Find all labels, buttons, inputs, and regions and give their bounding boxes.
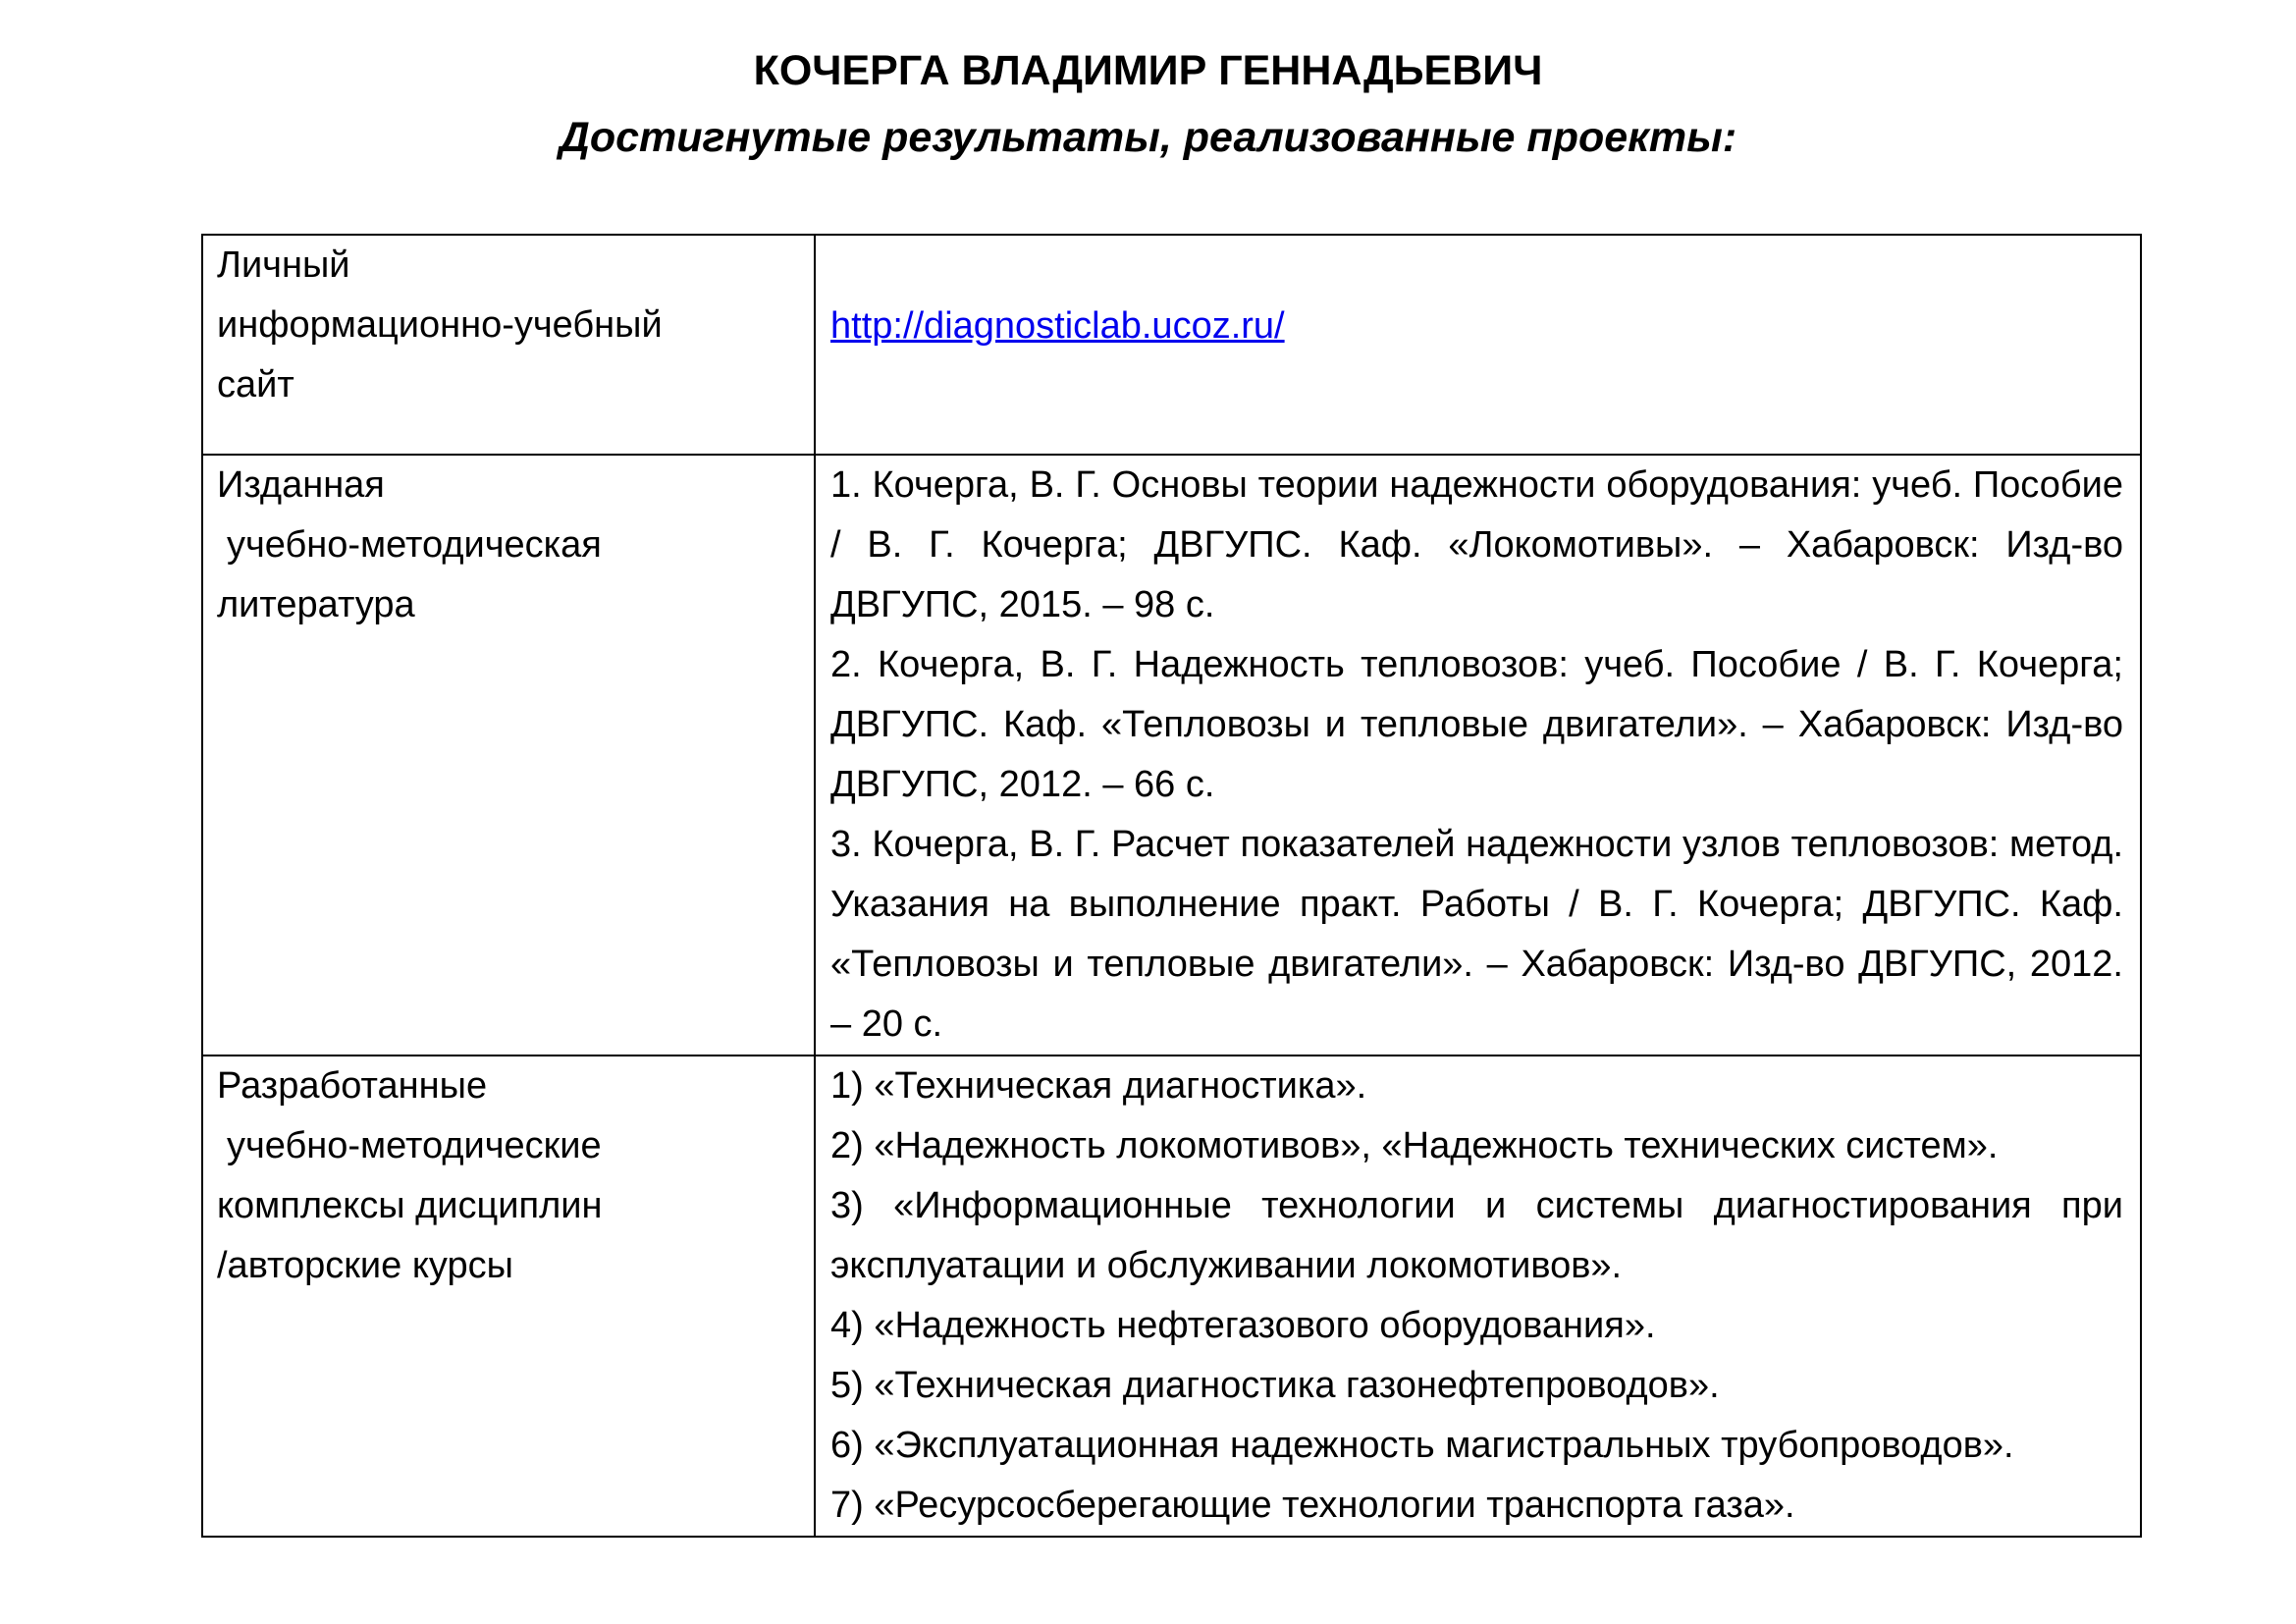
- row-content-literature: [815, 455, 2141, 1056]
- document-subtitle: Достигнутые результаты, реализованные проекты:: [559, 114, 1737, 161]
- literature-item: 3. Кочерга, В. Г. Расчет показателей надежности узлов тепловозов: метод. Указания на выполнение практ. Работы / В. Г. Кочерга; ДВГУПС. Каф. «Тепловозы и тепловые двигатели». – Хабаровск: Изд-во ДВГУПС, 2012. – 20 с.: [830, 824, 2123, 1045]
- label-line: комплексы дисциплин: [217, 1185, 603, 1226]
- achievements-table: [201, 234, 2142, 1538]
- course-item: 4) «Надежность нефтегазового оборудования».: [830, 1305, 1656, 1346]
- table-row-literature: [202, 455, 2141, 1056]
- course-item: 6) «Эксплуатационная надежность магистральных трубопроводов».: [830, 1425, 2014, 1466]
- label-line: сайт: [217, 364, 294, 406]
- label-line: Изданная: [217, 464, 385, 506]
- label-line: информационно-учебный: [217, 304, 663, 346]
- row-label-site: [202, 235, 815, 455]
- document-title: КОЧЕРГА ВЛАДИМИР ГЕННАДЬЕВИЧ: [753, 47, 1543, 94]
- table-row-site: [202, 235, 2141, 455]
- label-line: учебно-методическая: [227, 524, 602, 566]
- row-label-literature: [202, 455, 815, 1056]
- literature-item: 1. Кочерга, В. Г. Основы теории надежности оборудования: учеб. Пособие / В. Г. Кочерга; ДВГУПС. Каф. «Локомотивы». – Хабаровск: Изд-во ДВГУПС, 2015. – 98 с.: [830, 464, 2123, 625]
- label-line: литература: [217, 584, 415, 625]
- course-item: 5) «Техническая диагностика газонефтепроводов».: [830, 1365, 1720, 1406]
- label-line: Личный: [217, 244, 350, 286]
- literature-item: 2. Кочерга, В. Г. Надежность тепловозов: учеб. Пособие / В. Г. Кочерга; ДВГУПС. Каф. «Тепловозы и тепловые двигатели». – Хабаровск: Изд-во ДВГУПС, 2012. – 66 с.: [830, 644, 2123, 805]
- course-item: 1) «Техническая диагностика».: [830, 1065, 1367, 1107]
- table-row-courses: [202, 1056, 2141, 1537]
- course-item: 2) «Надежность локомотивов», «Надежность технических систем».: [830, 1125, 1999, 1166]
- course-item: 3) «Информационные технологии и системы диагностирования при эксплуатации и обслуживании локомотивов».: [830, 1185, 2123, 1286]
- row-label-courses: [202, 1056, 815, 1537]
- label-line: /авторские курсы: [217, 1245, 513, 1286]
- personal-site-link[interactable]: http://diagnosticlab.ucoz.ru/: [830, 304, 1285, 347]
- label-line: Разработанные: [217, 1065, 488, 1107]
- label-line: учебно-методические: [227, 1125, 602, 1166]
- row-content-site: [815, 235, 2141, 455]
- course-item: 7) «Ресурсосберегающие технологии транспорта газа».: [830, 1485, 1795, 1526]
- row-content-courses: [815, 1056, 2141, 1537]
